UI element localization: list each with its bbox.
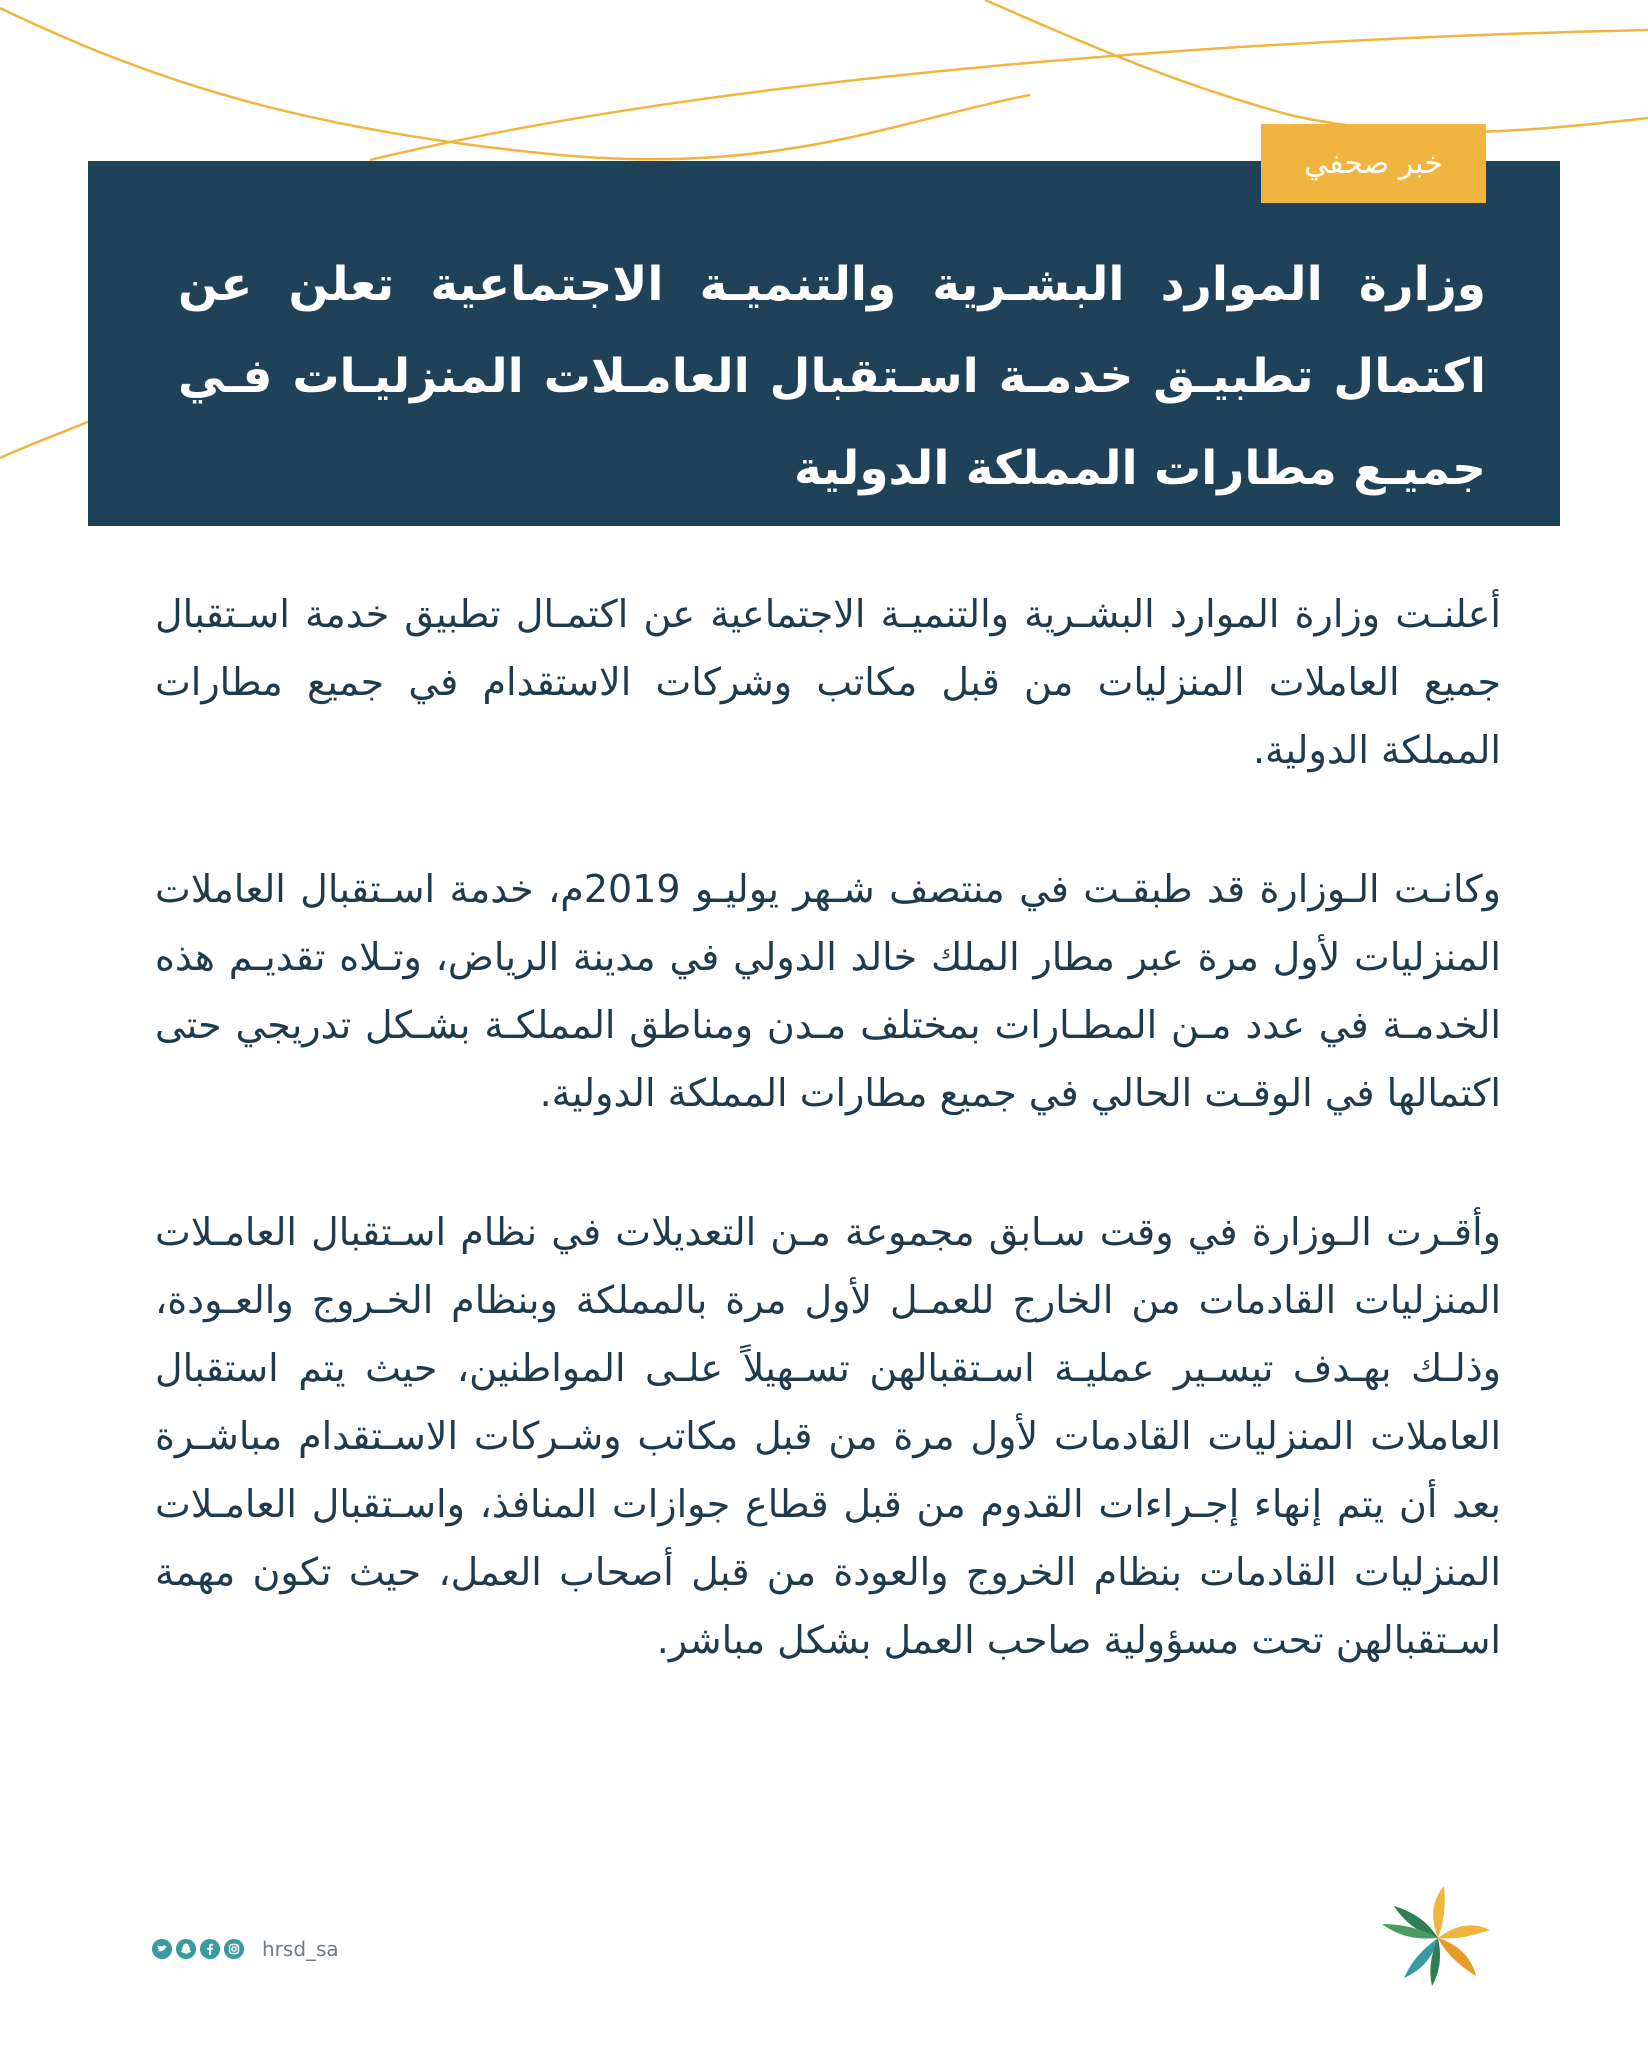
snapchat-icon[interactable] xyxy=(176,1939,196,1959)
headline: وزارة الموارد البشـرية والتنميـة الاجتماعية تعلن عن اكتمال تطبيـق خدمـة اسـتقبال العامـلات المنزليـات فـي جميـع مطارات المملكة الدولية xyxy=(178,257,1486,496)
press-release-badge: خبر صحفي xyxy=(1261,124,1486,203)
facebook-icon[interactable] xyxy=(200,1939,220,1959)
headline-banner xyxy=(88,146,1560,526)
paragraph-3: وأقـرت الـوزارة في وقت سـابق مجموعة مـن التعديلات في نظام اسـتقبال العامـلات المنزليات القادمات من الخارج للعمـل لأول مرة بالمملكة وبنظام الخـروج والعـودة، وذلـك بهـدف تيسـير عمليـة اسـتقبالهن تسـهيلاً علـى المواطنين، حيث يتم استقبال العاملات المنزليات القادمات لأول مرة من قبل مكاتب وشـركات الاسـتقدام مباشـرة بعد أن يتم إنهاء إجـراءات القدوم من قبل قطاع جوازات المنافذ، واسـتقبال العامـلات المنزليات القادمات بنظام الخروج والعودة من قبل أصحاب العمل، حيث تكون مهمة اسـتقبالهن تحت مسؤولية صاحب العمل بشكل مباشر. xyxy=(155,1210,1501,1662)
paragraph-1: أعلنـت وزارة الموارد البشـرية والتنميـة الاجتماعية عن اكتمـال تطبيق خدمة اسـتقبال جميع العاملات المنزليات من قبل مكاتب وشركات الاستقدام في جميع مطارات المملكة الدولية. xyxy=(155,592,1501,772)
social-links xyxy=(152,1936,339,1962)
paragraph-2: وكانـت الـوزارة قد طبقـت في منتصف شـهر يوليـو 2019م، خدمة اسـتقبال العاملات المنزليات لأول مرة عبر مطار الملك خالد الدولي في مدينة الرياض، وتـلاه تقديـم هذه الخدمـة في عدد مـن المطـارات بمختلف مـدن ومناطق المملكـة بشـكل تدريجي حتى اكتمالها في الوقـت الحالي في جميع مطارات المملكة الدولية. xyxy=(155,867,1502,1115)
ministry-logo xyxy=(1378,1880,1498,1990)
instagram-icon[interactable] xyxy=(224,1939,244,1959)
social-handle[interactable]: hrsd_sa xyxy=(262,1937,339,1961)
article-body xyxy=(155,580,1501,1745)
twitter-icon[interactable] xyxy=(152,1939,172,1959)
